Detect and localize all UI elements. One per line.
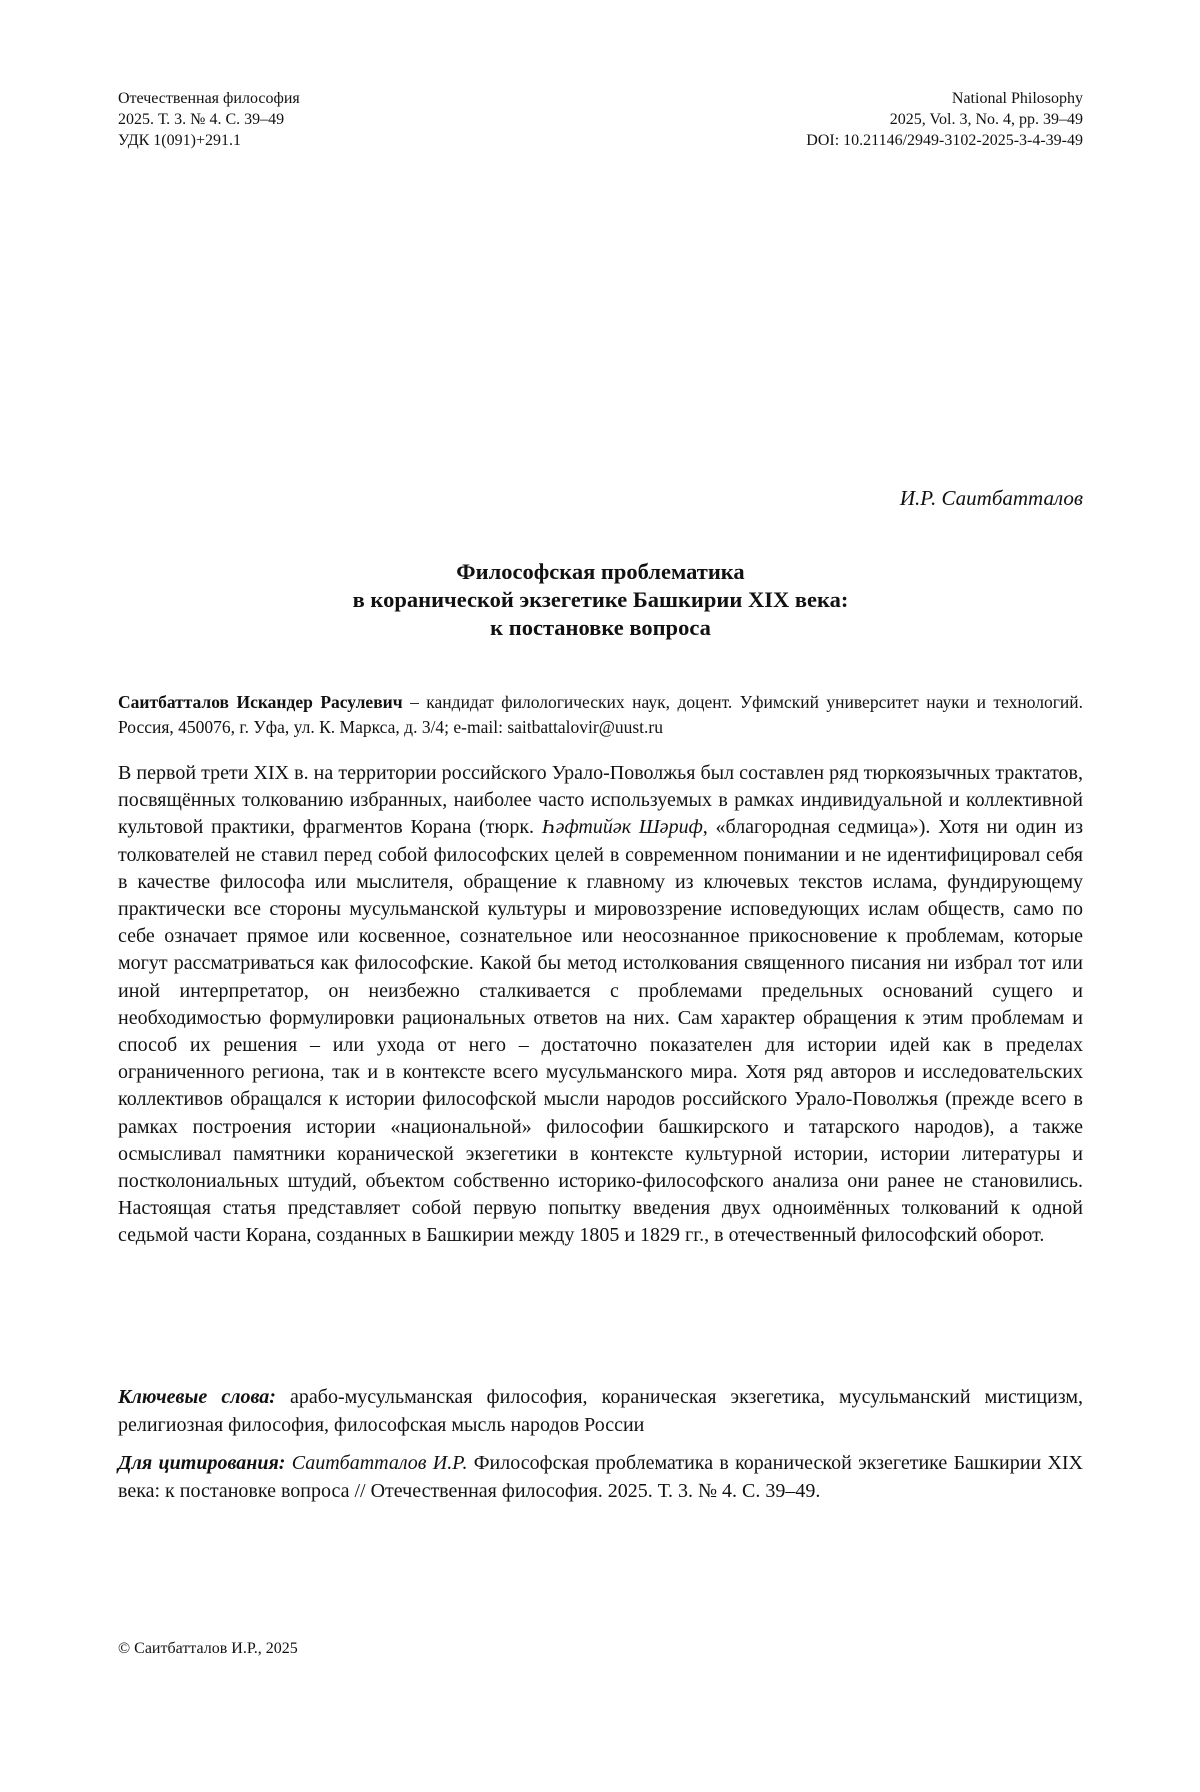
journal-header-ru: [118, 88, 300, 151]
issue-info-ru: 2025. Т. 3. № 4. С. 39–49: [118, 111, 285, 128]
title-line: к постановке вопроса: [490, 615, 711, 640]
issue-info-en: 2025, Vol. 3, No. 4, pp. 39–49: [889, 111, 1083, 128]
citation-label: Для цитирования:: [118, 1452, 286, 1474]
abstract-italic-term: Һәфтийәк Шәриф: [541, 816, 703, 839]
author-short: И.Р. Саитбатталов: [899, 486, 1083, 510]
article-page: [118, 0, 1083, 1792]
copyright: © Саитбатталов И.Р., 2025: [118, 1640, 298, 1657]
udc-code: УДК 1(091)+291.1: [118, 132, 241, 149]
journal-header-en: [806, 88, 1083, 151]
keywords: [118, 1384, 1083, 1439]
citation-text: Философская проблематика в коранической экзегетике Башкирии XIX века: к постановке вопроса // Отечественная философия. 2025. Т. 3. № 4. С. 39–49.: [118, 1452, 1083, 1502]
abstract: [118, 760, 1083, 1250]
keywords-text: арабо-мусульманская философия, кораническая экзегетика, мусульманский мистицизм, религиозная философия, философская мысль народов России: [118, 1386, 1084, 1436]
article-title: [118, 558, 1083, 642]
keywords-label: Ключевые слова:: [118, 1386, 276, 1408]
journal-name-en: National Philosophy: [951, 90, 1083, 107]
abstract-part: В первой трети XIX в. на территории российского Урало-Поволжья был составлен ряд тюркоязычных трактатов, посвящённых толкованию избранных, наиболее часто используемых в рамках индивидуальной и коллективной культовой практики, фрагментов Корана (тюрк.: [118, 762, 1083, 839]
journal-name-ru: Отечественная философия: [118, 90, 300, 107]
title-line: в коранической экзегетике Башкирии XIX века:: [352, 587, 849, 612]
author-affiliation: [118, 690, 1083, 740]
author-full-name: Саитбатталов Искандер Расулевич: [118, 692, 403, 712]
doi: DOI: 10.21146/2949-3102-2025-3-4-39-49: [806, 132, 1083, 149]
citation: [118, 1450, 1083, 1505]
affiliation-text: – кандидат филологических наук, доцент. Уфимский университет науки и технологий. Россия, 450076, г. Уфа, ул. К. Маркса, д. 3/4; e-mail: saitbattalovir@uust.ru: [118, 692, 1083, 737]
title-line: Философская проблематика: [456, 559, 745, 584]
citation-author: Саитбатталов И.Р.: [285, 1452, 468, 1474]
abstract-part: , «благородная седмица»). Хотя ни один из толкователей не ставил перед собой философских целей в современном понимании и не идентифицировал себя в качестве философа или мыслителя, обращение к главному из ключевых текстов ислама, фундирующему практически все стороны мусульманской культуры и мировоззрение исповедующих ислам обществ, само по себе означает прямое или косвенное, сознательное или неосознанное прикосновение к проблемам, которые могут рассматриваться как философские. Какой бы метод истолкования священного писания ни избрал тот или иной интерпретатор, он неизбежно сталкивается с проблемами предельных оснований сущего и необходимостью формулировки рациональных ответов на них. Сам характер обращения к этим проблемам и способ их решения – или ухода от него – достаточно показателен для истории идей как в пределах ограниченного региона, так и в контексте всего мусульманского мира. Хотя ряд авторов и исследовательских коллективов обращался к истории философской мысли народов российского Урало-Поволжья (прежде всего в рамках построения истории «национальной» философии башкирского и татарского народов), а также осмысливал памятники коранической экзегетики в контексте культурной истории, истории литературы и постколониальных штудий, объектом собственно историко-философского анализа они ранее не становились. Настоящая статья представляет собой первую попытку введения двух одноимённых толкований к одной седьмой части Корана, созданных в Башкирии между 1805 и 1829 гг., в отечественный философский оборот.: [118, 816, 1083, 1247]
